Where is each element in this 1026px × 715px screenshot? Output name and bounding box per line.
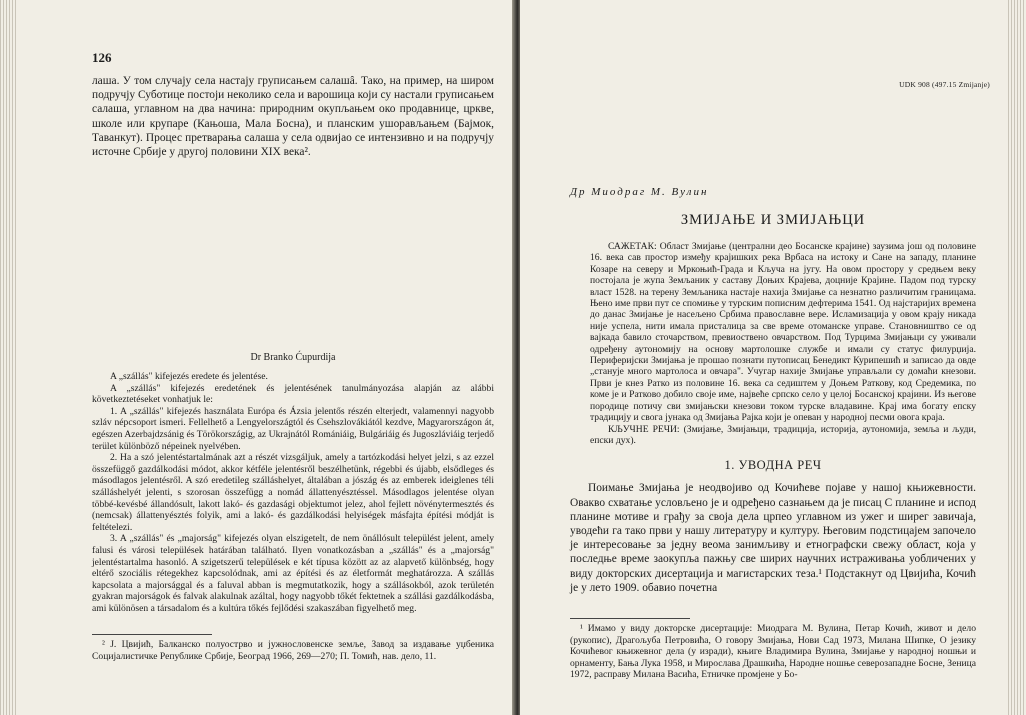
- summary-paragraph: A „szállás" kifejezés eredete és jelentése.: [110, 371, 268, 382]
- footnote-divider: [570, 618, 690, 619]
- footnote: ¹ Имамо у виду докторске дисертације: Миодрага М. Вулина, Петар Кочић, живот и дело (рукопис), Драгољуба Петровића, О говору Змијања, Нови Сад 1973, Милана Шипке, О језику Кочићевог књижевног дела (у изради), књиге Владимира Вулина, Змијање у народној ношњи и орнаментy, Бања Лука 1958, и Мирослава Драшкића, Народне ношње северозападне Босне, Зеница 1972, расправу Милана Васића, Етничке промјене у Бо-: [570, 623, 976, 681]
- page-number: 126: [92, 50, 112, 65]
- summary-paragraph: A „szállás" kifejezés eredetének és jelentésének tanulmányozása alapján az alábbi következtetéseket vonhatjuk le:: [92, 382, 494, 406]
- section-heading: 1. УВОДНА РЕЧ: [724, 458, 822, 473]
- page-edge: [1008, 0, 1026, 715]
- body-paragraph: Поимање Змијања је неодвојиво од Кочићеве појаве у нашој књижевности. Овакво схватање условљено је и одређено сазнањем да је писац С планине и испод планине мотиве и грађу за своја дела црпео углавном из ужег и ширег завичаја, уводећи га тако први у нашу литературу и културу. Његовим подстицајем започело је интересовање за једну веома занимљиву и етнографски свежу област, која у последње време заокупља пажњу све ширих научних истраживања уобличених у виду докторских дисертација и магистарских теза.¹ Подстакнут од Цвијића, Кочић је у лето 1909. обавио почетна: [570, 482, 976, 594]
- article-block: [570, 186, 976, 595]
- footnote: ² Ј. Цвијић, Балканско полуострво и јужнословенске земље, Завод за издавање уџбеника Социјалистичке Републике Србије, Београд 1966, 269—270; П. Томић, нав. дело, 11.: [92, 639, 494, 662]
- article-title: ЗМИЈАЊЕ И ЗМИЈАЊЦИ: [680, 212, 866, 228]
- summary-author: Dr Branko Ćupurdija: [250, 352, 336, 363]
- udk-code: UDK 908 (497.15 Zmijanje): [899, 80, 990, 89]
- summary-block: [92, 352, 494, 614]
- page-edge: [0, 0, 18, 715]
- footnote-divider: [92, 634, 212, 635]
- summary-paragraph: 2. Ha a szó jelentéstartalmának azt a részét vizsgáljuk, amely a tartózkodási helyet jelzi, s az ezzel összefüggő gazdálkodási módot, akkor kétféle jelentésről beszélhetünk, régebbi és újabb, elsődleges és másodlagos jelentésről. A szó eredetileg szálláshelyet, általában a jószág és az emberek ideiglenes téli szálláshelyét jelenti, s szorosan összefügg a nomád állattenyésztéssel. Másodlagos jelentése olyan többé-kevésbé állandósult, lakott lakó- és gazdasági objektumot jelez, ahol fejlett növénytermesztés és (nemcsak) állattenyésztés folyik, ami a lakó- és gazdálkodási helyiségek másfajta építési módját is feltételezi.: [92, 452, 494, 533]
- article-author: Др Миодраг М. Вулин: [570, 186, 709, 198]
- article-keywords: КЉУЧНЕ РЕЧИ: (Змијање, Змијањци, традиција, историја, аутономија, земља и људи, епски дух).: [590, 423, 976, 446]
- top-paragraph: лаша. У том случају села настају груписањем салашâ. Тако, на пример, на широм подручју Суботице постоји неколико села и варошица који су настали груписањем салаша, углавном на два начина: природним окупљањем око продавнице, цркве, школе или крупаре (Кањоша, Мала Босна), и планским ушорављањем (Бајмок, Таванкут). Процес претварања салаша у села одвијао се интензивно и на подручју источне Србије у другој половини XIX века².: [92, 75, 494, 159]
- right-page: [520, 0, 1026, 715]
- summary-paragraph: 1. A „szállás" kifejezés használata Európa és Ázsia jelentős részén elterjedt, valamennyi nagyobb szláv népcsoport ismeri. Fellelhető a Lengyelországtól és Csehszlovákiától kezdve, Magyarországon át, egészen Azerbajdzsánig és Törökországig, az Ukrajnától Romániáig, Bulgáriáig és Jugoszláviáig terjedő terület különböző népeinek nyelvében.: [92, 405, 494, 452]
- footnote-block: [92, 628, 494, 662]
- article-abstract: САЖЕТАК: Област Змијање (централни део Босанске крајине) заузима још од половине 16. века сав простор између крајишких река Врбаса на истоку и Сане на западу, планине Козаре на северу и Мркоњић-Града и Кључа на југу. На овом простору у средњем веку постојала је жупа Земљаник у саставу Доњих Крајева, доцније Крајине. Падом под турску власт 1528. на терену Земљаника настаје нахија Змијање са незнатно различитим границама. Њено име први пут се спомиње у турским пописним дефтерима 1541. Од најстаријих времена до данас Змијање је насељено Србима православне вере. Исламизација у овом крају никада није успела, нити имала присталица за све време отоманске управе. Становништво се од вајкада бавило сточарством, превиоствено овчарством. Под Турцима Змијањци су уживали одређену аутономију на основу мартолошке службе и имали су статус филурџија. Периферијски Змијања је прошао познати путописац Бенедикт Курипешић и записао да овде „станује много мартолоса и овчара". Учугар нахије Змијање управљали су домаћи кнезови. Први је кнез Ратко из половине 16. века са седиштем у Доњем Раткову, код Средемика, по коме је и Ратково добило своје име, највеће српско село у целој Босанској крајини. Из његове породице потичу сви змијањски кнезови током турске владавине. Крај има богату епску традицију и свога јунака од Змијања Рајка који је опеван у народној песми овога краја.: [590, 241, 976, 424]
- footnote-block: [570, 612, 976, 681]
- summary-paragraph: 3. A „szállás" és „majorság" kifejezés olyan elszigetelt, de nem önállósult települést jelent, amely falusi és városi települések határában található. Ilyen vonatkozásban a „szállás" és a „majorság" jelentéstartalma hasonló. A szigetszerű települések e két típusa között az az alapvető különbség, hogy eltérő szociális rétegekhez kapcsolódnak, ami az építési és az életformát meghatározza. A szállás kapcsolata a majorsággal és a faluval abban is megmutatkozik, hogy a szállásokból, azok területén gyakran majorságok és falvak alakulnak azáltal, hogy nagyobb tőkét fektetnek a szállási gazdálkodásba, ami különösen a társadalom és a kultúra tőkés fejlődési szakaszában figyelhető meg.: [92, 533, 494, 614]
- top-text-block: [92, 74, 494, 159]
